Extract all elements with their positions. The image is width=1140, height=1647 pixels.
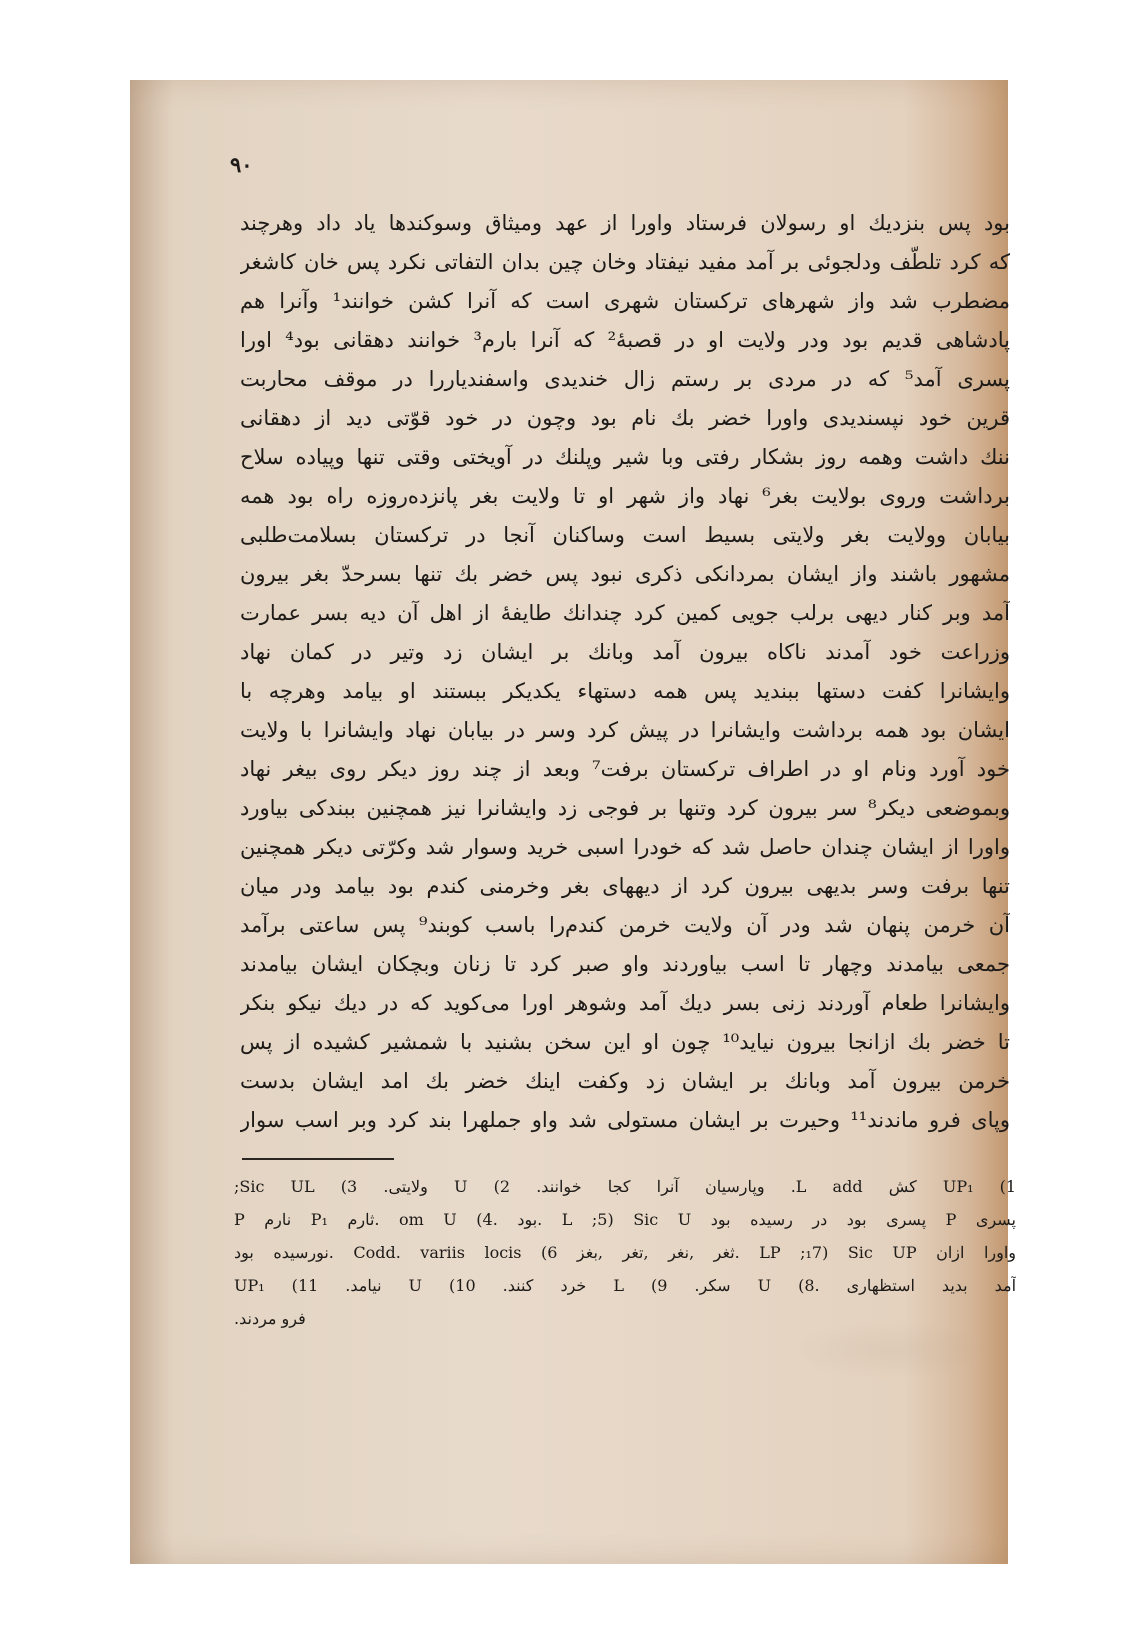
text-line: قرین خود نپسندیدی واورا خضر بك نام بود وچون در خود قوّتی دید از دهقانی	[240, 406, 1010, 430]
footnote-line: پسری P پسری بود در رسیده بود L ;5) Sic U .بود .om U (4 .ثارم P₁ نارم P	[234, 1210, 1016, 1229]
footnote-line: آمد بدید استظهاری .8) U سکر. 9) L خرد کنند. 10) U نیامد. 11) UP₁	[234, 1276, 1016, 1295]
text-line: ایشان بود همه برداشت وایشانرا در پیش کرد وسر در بیابان نهاد وایشانرا با ولایت	[240, 718, 1010, 742]
text-line: وایشانرا طعام آوردند زنی بسر دیك آمد وشوهر اورا می‌کوید که در دیك نیکو بنکر	[240, 991, 1010, 1015]
text-line: ننك داشت وهمه روز بشکار رفتی وبا شیر وپلنك در آویختی وقتی تنها وپیاده سلاح	[240, 445, 1010, 469]
page-number: ۹۰	[230, 152, 253, 177]
text-line: وزراعت خود آمدند ناکاه بیرون آمد وبانك بر ایشان زد وتیر در کمان نهاد	[240, 640, 1010, 664]
text-line: آن خرمن پنهان شد ودر آن ولایت خرمن کندم‌را باسب کوبند⁹ پس ساعتی برآمد	[240, 913, 1010, 937]
scanned-page	[130, 80, 1016, 1564]
footnote-line: 1) UP₁ کش L add. وپارسیان آنرا کجا خوانند. 2) U ولایتی. 3) Sic UL;	[234, 1177, 1016, 1196]
body-text	[240, 204, 1010, 1140]
text-line: جمعی بیامدند وچهار تا اسب بیاوردند واو صبر کرد تا زنان وبچکان ایشان بیامدند	[240, 952, 1010, 976]
text-line: برداشت وروی بولایت بغر⁶ نهاد واز شهر او تا ولایت بغر پانزده‌روزه راه بود همه	[240, 484, 1010, 508]
text-line: تا خضر بك ازانجا بیرون نیاید¹⁰ چون او این سخن بشنید با شمشیر کشیده از پس	[240, 1030, 1010, 1054]
text-line: بیابان وولایت بغر ولایتی بسیط است وساکنان آنجا در ترکستان بسلامت‌طلبی	[240, 523, 1010, 547]
text-line: مضطرب شد واز شهرهای ترکستان شهری است که آنرا کشن خوانند¹ وآنرا هم	[240, 289, 1010, 313]
text-line: بود پس بنزدیك او رسولان فرستاد واورا از عهد ومیثاق وسوکندها یاد داد وهرچند	[240, 211, 1010, 235]
footnotes	[234, 1170, 1016, 1335]
text-line: آمد وبر کنار دیهی برلب جویی کمین کرد چندانك طایفهٔ از اهل آن دیه بسر عمارت	[240, 601, 1010, 625]
text-line: خرمن بیرون آمد وبانك بر ایشان زد وکفت اینك خضر بك امد ایشان بدست	[240, 1069, 1010, 1093]
text-line: پسری آمد⁵ که در مردی بر رستم زال خندیدی واسفندیاررا در موقف محاربت	[240, 367, 1010, 391]
text-line: وایشانرا کفت دستها ببندید پس همه دستهاء یکدیکر ببستند او بیامد وهرچه با	[240, 679, 1010, 703]
text-line: مشهور باشند واز ایشان بمردانکی ذکری نبود پس خضر بك تنها بسرحدّ بغر بیرون	[240, 562, 1010, 586]
footnote-line: واورا ازان LP ;₁7) Sic UP .ثغر ,نغر ,تغر ,بغز 6) Codd. variis locis .نورسیده بود	[234, 1243, 1016, 1262]
text-line: که کرد تلطّف ودلجوئی بر آمد مفید نیفتاد وخان چین بدان التفاتی نکرد پس خان کاشغر	[240, 250, 1010, 274]
footnote-line: فرو مردند.	[234, 1309, 306, 1328]
text-line: وپای فرو ماندند¹¹ وحیرت بر ایشان مستولی شد واو جملهرا بند کرد وبر اسب سوار	[240, 1108, 1010, 1132]
text-line: وبموضعی دیکر⁸ سر بیرون کرد وتنها بر فوجی زد وایشانرا نیز همچنین ببندکی بیاورد	[240, 796, 1010, 820]
text-line: تنها برفت وسر بدیهی بیرون کرد از دیههای بغر وخرمنی کندم بود بیامد ودر میان	[240, 874, 1010, 898]
text-line: پادشاهی قدیم بود ودر ولایت او در قصبهٔ² که آنرا بارم³ خوانند دهقانی بود⁴ اورا	[240, 328, 1010, 352]
show-through-smudge	[790, 1320, 990, 1380]
text-line: واورا از ایشان چندان حاصل شد که خودرا اسبی خرید وسوار شد وکرّتی دیکر همچنین	[240, 835, 1010, 859]
text-line: خود آورد ونام او در اطراف ترکستان برفت⁷ وبعد از چند روز دیکر روی بیغر نهاد	[240, 757, 1010, 781]
footnote-divider	[242, 1158, 394, 1160]
